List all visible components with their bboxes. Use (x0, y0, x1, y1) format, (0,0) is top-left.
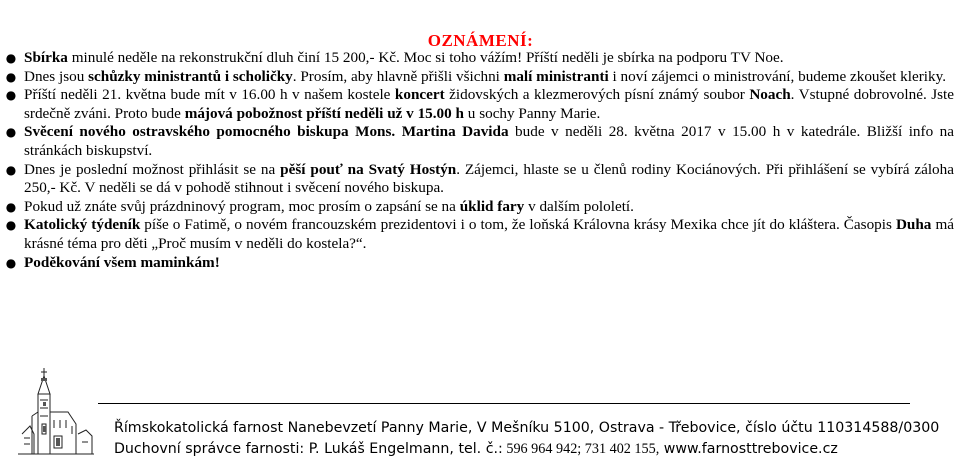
list-item (4, 161, 954, 198)
church-sketch-icon (4, 364, 104, 464)
emphasis-text: Duha (895, 216, 932, 234)
item-text (24, 198, 634, 215)
list-item (4, 254, 954, 273)
parish-contact (114, 441, 838, 458)
text-run: Dnes jsou (24, 67, 89, 85)
bullet-icon: ● (5, 218, 17, 233)
item-text (24, 86, 954, 122)
administrator-label: Duchovní správce farnosti: P. Lukáš Engelmann, tel. č.: (114, 441, 503, 457)
item-text (24, 68, 946, 85)
emphasis-text: Poděkování všem maminkám! (24, 253, 220, 271)
announcement-list (4, 49, 954, 272)
text-run: židovských a klezmerových písní známý soubor (444, 86, 750, 104)
item-text (24, 123, 954, 159)
bullet-icon: ● (5, 199, 17, 214)
text-run: Pokud už znáte svůj prázdninový program, moc prosím o zapsání se na (24, 197, 460, 215)
website-link[interactable]: www.farnosttrebovice.cz (659, 441, 838, 457)
list-item (4, 49, 954, 68)
bullet-icon: ● (5, 69, 17, 84)
item-text (24, 161, 954, 197)
text-run: bude v neděli 28. května 2017 v 15.00 h v katedrále. Bližší info na stránkách biskupství. (24, 123, 954, 159)
text-run: píše o Fatimě, o novém francouzském prezidentovi i o tom, že loňská Královna krásy Mexika chce jít do kláštera. Časopis (140, 216, 896, 234)
footer-divider (98, 403, 910, 404)
bullet-icon: ● (5, 125, 17, 140)
emphasis-text: májová pobožnost příští neděli už v 15.00 h (184, 104, 464, 122)
emphasis-text: schůzky ministrantů i scholičky (88, 67, 293, 85)
list-item (4, 216, 954, 253)
item-text (24, 254, 220, 271)
text-run: minulé neděle na rekonstrukční dluh činí 15 200,- Kč. Moc si toho vážím! Příští neděli je sbírka na podporu TV Noe. (67, 49, 784, 66)
item-text (24, 216, 954, 252)
text-run: u sochy Panny Marie. (464, 104, 601, 122)
text-run: v dalším pololetí. (524, 197, 634, 215)
emphasis-text: Noach (749, 86, 791, 104)
bullet-icon: ● (5, 51, 17, 65)
list-item (4, 123, 954, 160)
emphasis-text: Sbírka (24, 49, 68, 66)
emphasis-text: koncert (394, 86, 445, 104)
phone-numbers: 596 964 942; 731 402 155, (502, 441, 660, 457)
emphasis-text: pěší pouť na Svatý Hostýn (280, 160, 457, 178)
emphasis-text: Svěcení nového ostravského pomocného biskupa Mons. Martina Davida (24, 123, 509, 141)
item-text (24, 49, 784, 66)
text-run: . Zájemci, hlaste se u členů rodiny Kociánových. Při přihlášení se vybírá záloha 250,- Kč. V neděli se dá v pohodě stihnout i svěcení nového biskupa. (24, 160, 954, 197)
bullet-icon: ● (5, 162, 17, 177)
emphasis-text: úklid fary (459, 197, 525, 215)
bullet-icon: ● (5, 255, 17, 270)
text-run: i noví zájemci o ministrování, budeme zkoušet kleriky. (608, 67, 947, 85)
bullet-icon: ● (5, 88, 17, 103)
text-run: Dnes je poslední možnost přihlásit se na (24, 160, 281, 178)
list-item (4, 198, 954, 217)
parish-address: Římskokatolická farnost Nanebevzetí Panny Marie, V Mešníku 5100, Ostrava - Třebovice, číslo účtu 110314588/0300 (114, 420, 940, 436)
emphasis-text: malí ministranti (503, 67, 609, 85)
text-run: . Prosím, aby hlavně přišli všichni (292, 67, 504, 85)
text-run: . Vstupné dobrovolné. Jste srdečně zváni. Proto bude (24, 86, 954, 122)
list-item (4, 68, 954, 87)
list-item (4, 86, 954, 123)
text-run: Příští neděli 21. května bude mít v 16.00 h v našem kostele (24, 86, 395, 104)
emphasis-text: Katolický týdeník (24, 216, 141, 234)
text-run: má krásné téma pro děti „Proč musím v neděli do kostela?“. (24, 216, 954, 252)
announcement-title: OZNÁMENÍ: (427, 31, 534, 50)
